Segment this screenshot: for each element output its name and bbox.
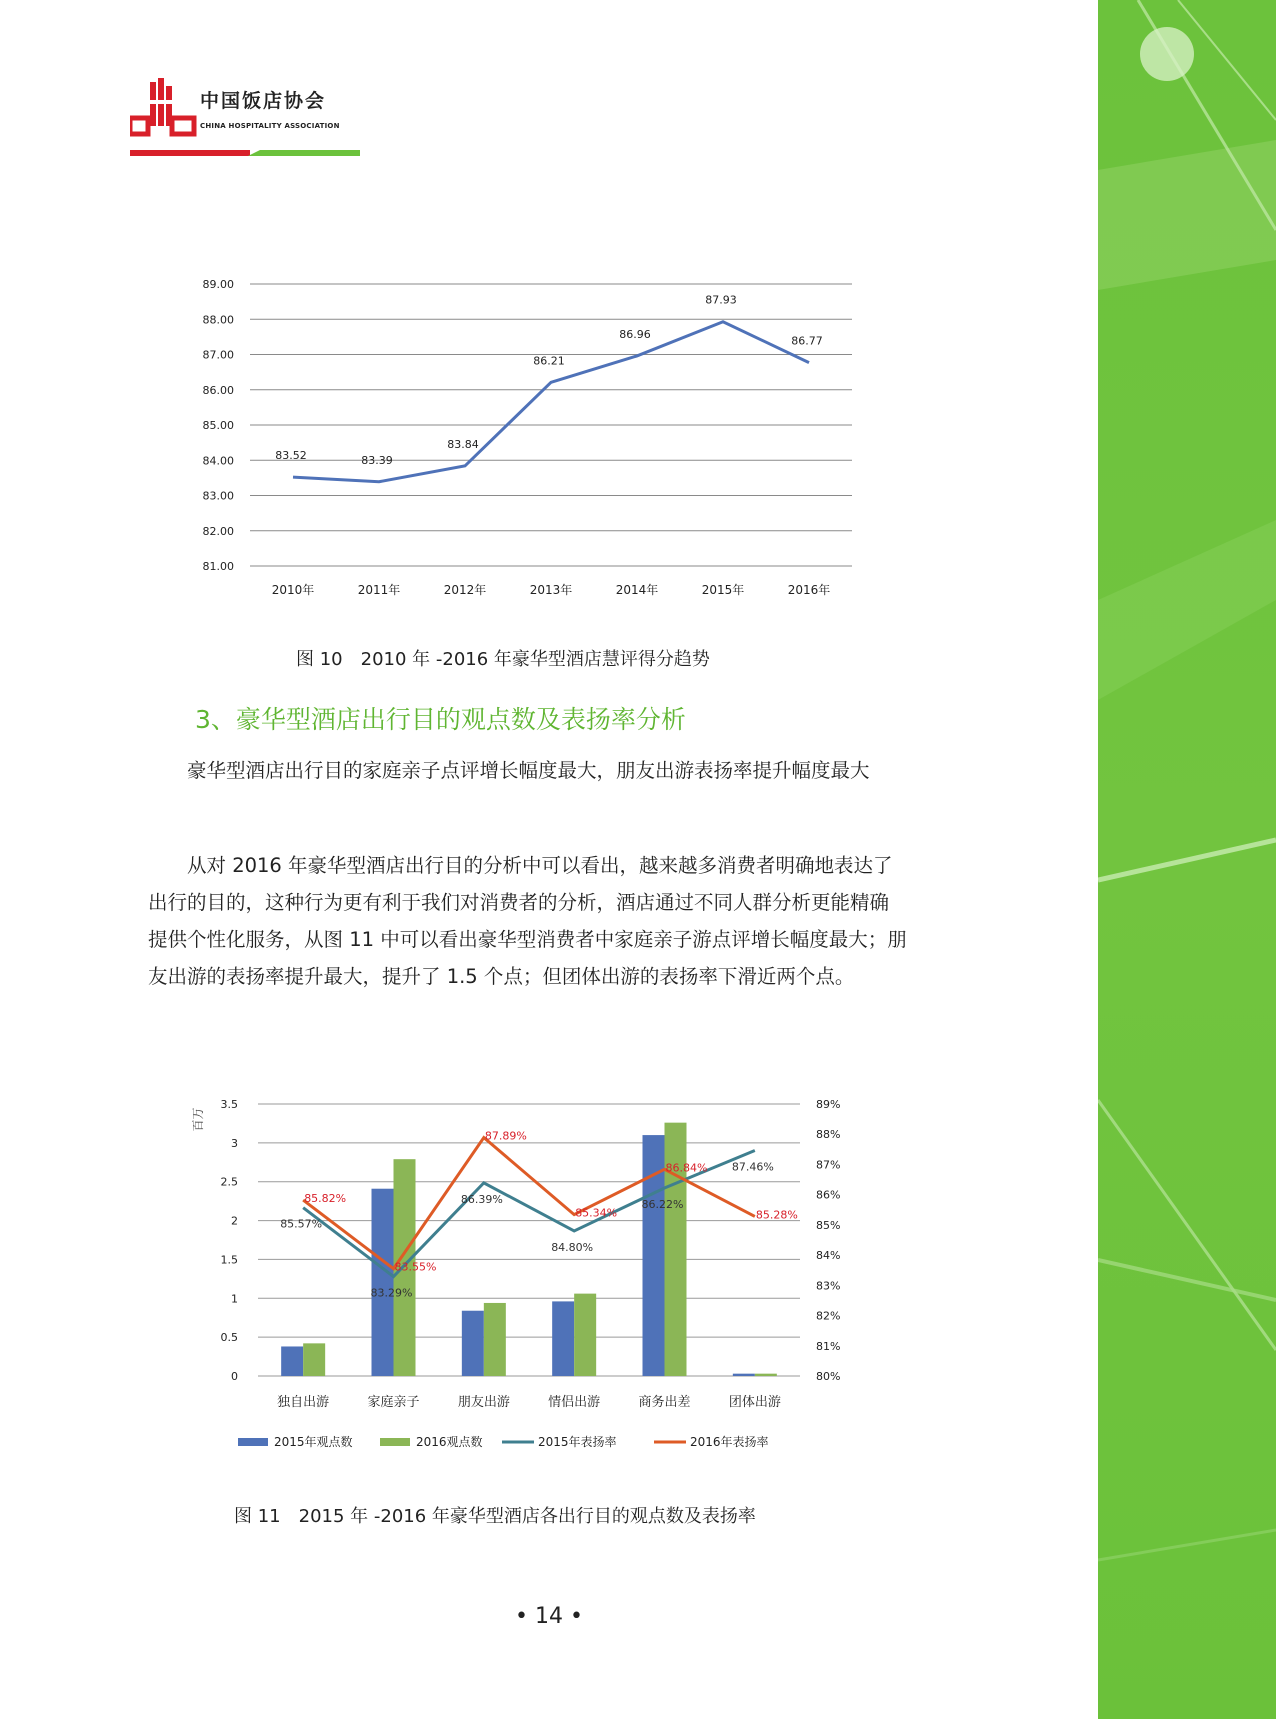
org-logo <box>130 78 380 138</box>
y2-tick-label: 87% <box>816 1158 841 1172</box>
y-tick-label: 0.5 <box>220 1331 238 1345</box>
y-tick-label: 88.00 <box>202 313 234 327</box>
x-tick-label: 2013年 <box>529 583 573 597</box>
data-label: 87.93 <box>705 293 737 307</box>
y-tick-label: 3.5 <box>220 1098 238 1111</box>
legend-label: 2016年表扬率 <box>690 1435 769 1449</box>
y2-tick-label: 84% <box>816 1249 841 1263</box>
y-tick-label: 0 <box>231 1370 238 1383</box>
bar <box>484 1303 506 1376</box>
x-tick-label: 情侣出游 <box>548 1395 601 1410</box>
x-tick-label: 家庭亲子 <box>367 1395 420 1410</box>
bar <box>372 1189 394 1376</box>
rate-label: 87.89% <box>484 1129 527 1143</box>
rate-label: 85.57% <box>280 1217 323 1231</box>
x-tick-label: 2016年 <box>787 583 831 597</box>
y-tick-label: 81.00 <box>202 560 234 573</box>
chart1-caption: 图 10 2010 年 -2016 年豪华型酒店慧评得分趋势 <box>296 649 710 670</box>
x-tick-label: 商务出差 <box>638 1395 691 1410</box>
x-tick-label: 独自出游 <box>277 1395 330 1410</box>
rate-label: 87.46% <box>731 1160 774 1174</box>
data-label: 83.39 <box>361 453 393 467</box>
y-axis-label: 百万 <box>191 1107 205 1132</box>
legend-swatch <box>238 1438 268 1446</box>
rate-label: 84.80% <box>551 1240 594 1254</box>
y2-tick-label: 85% <box>816 1218 841 1232</box>
y-tick-label: 86.00 <box>202 383 234 397</box>
decorative-side-band <box>1098 0 1276 1719</box>
data-label: 83.84 <box>447 437 479 451</box>
chart2-caption: 图 11 2015 年 -2016 年豪华型酒店各出行目的观点数及表扬率 <box>234 1506 756 1527</box>
bar <box>303 1343 325 1376</box>
side-band-pattern <box>1098 0 1276 1719</box>
lead-paragraph <box>148 752 908 789</box>
y-tick-label: 84.00 <box>202 454 234 468</box>
section-title: 3、豪华型酒店出行目的观点数及表扬率分析 <box>195 705 686 734</box>
x-tick-label: 2011年 <box>357 583 401 597</box>
y2-tick-label: 81% <box>816 1339 841 1353</box>
rate-label: 86.22% <box>641 1198 684 1212</box>
rate-label: 86.84% <box>665 1161 708 1175</box>
legend-swatch <box>380 1438 410 1446</box>
y2-tick-label: 88% <box>816 1128 841 1142</box>
y-tick-label: 89.00 <box>202 278 234 291</box>
x-tick-label: 2014年 <box>615 583 659 597</box>
x-tick-label: 2015年 <box>701 583 745 597</box>
y2-tick-label: 89% <box>816 1098 841 1111</box>
y-tick-label: 83.00 <box>202 489 234 503</box>
score-trend-chart <box>190 270 870 610</box>
bar <box>733 1374 755 1376</box>
bar <box>552 1301 574 1376</box>
bar <box>574 1294 596 1376</box>
data-label: 83.52 <box>275 449 307 463</box>
decorative-circle <box>1140 27 1194 81</box>
legend-label: 2015年表扬率 <box>538 1435 617 1449</box>
y2-tick-label: 80% <box>816 1370 841 1383</box>
x-tick-label: 团体出游 <box>728 1395 781 1410</box>
bar <box>281 1346 303 1376</box>
cha-logo-mark <box>130 78 200 138</box>
rate-label: 85.82% <box>304 1192 347 1206</box>
y-tick-label: 3 <box>231 1136 238 1150</box>
x-tick-label: 朋友出游 <box>457 1395 510 1410</box>
bar <box>462 1311 484 1376</box>
rate-label: 85.28% <box>755 1208 798 1222</box>
data-label: 86.96 <box>619 327 651 341</box>
x-tick-label: 2012年 <box>443 583 487 597</box>
rate-label: 85.34% <box>575 1206 618 1220</box>
body-text: 从对 2016 年豪华型酒店出行目的分析中可以看出，越来越多消费者明确地表达了出行的目的，这种行为更有利于我们对消费者的分析，酒店通过不同人群分析更能精确提供个性化服务，从图 11 中可以看出豪华型消费者中家庭亲子游点评增长幅度最大；朋友出游的表扬率提升最大，提升了 1.5 个点；但团体出游的表扬率下滑近两个点。 <box>148 854 907 988</box>
data-label: 86.77 <box>791 334 823 348</box>
legend-label: 2015年观点数 <box>274 1435 353 1449</box>
y-tick-label: 82.00 <box>202 524 234 538</box>
bar <box>755 1374 777 1376</box>
lead-text: 豪华型酒店出行目的家庭亲子点评增长幅度最大，朋友出游表扬率提升幅度最大 <box>187 759 870 782</box>
y2-tick-label: 82% <box>816 1309 841 1323</box>
org-name-cn: 中国饭店协会 <box>200 90 327 112</box>
y-tick-label: 85.00 <box>202 419 234 432</box>
y-tick-label: 87.00 <box>202 348 234 362</box>
x-tick-label: 2010年 <box>271 583 315 597</box>
y-tick-label: 1.5 <box>220 1253 238 1267</box>
rate-label: 83.29% <box>370 1286 413 1300</box>
legend-label: 2016观点数 <box>416 1435 483 1449</box>
y2-tick-label: 86% <box>816 1188 841 1202</box>
y-tick-label: 2.5 <box>220 1175 238 1189</box>
rate-label: 86.39% <box>460 1192 503 1206</box>
rate-line <box>303 1138 755 1269</box>
org-name-en: CHINA HOSPITALITY ASSOCIATION <box>200 122 340 130</box>
body-paragraph <box>148 847 908 995</box>
y-tick-label: 2 <box>231 1214 238 1228</box>
travel-purpose-chart <box>180 1090 880 1470</box>
data-label: 86.21 <box>533 354 565 368</box>
y2-tick-label: 83% <box>816 1279 841 1293</box>
y-tick-label: 1 <box>231 1292 238 1306</box>
page-number: • 14 • <box>515 1604 583 1629</box>
rate-label: 83.55% <box>394 1260 437 1274</box>
header-rule <box>130 150 360 156</box>
